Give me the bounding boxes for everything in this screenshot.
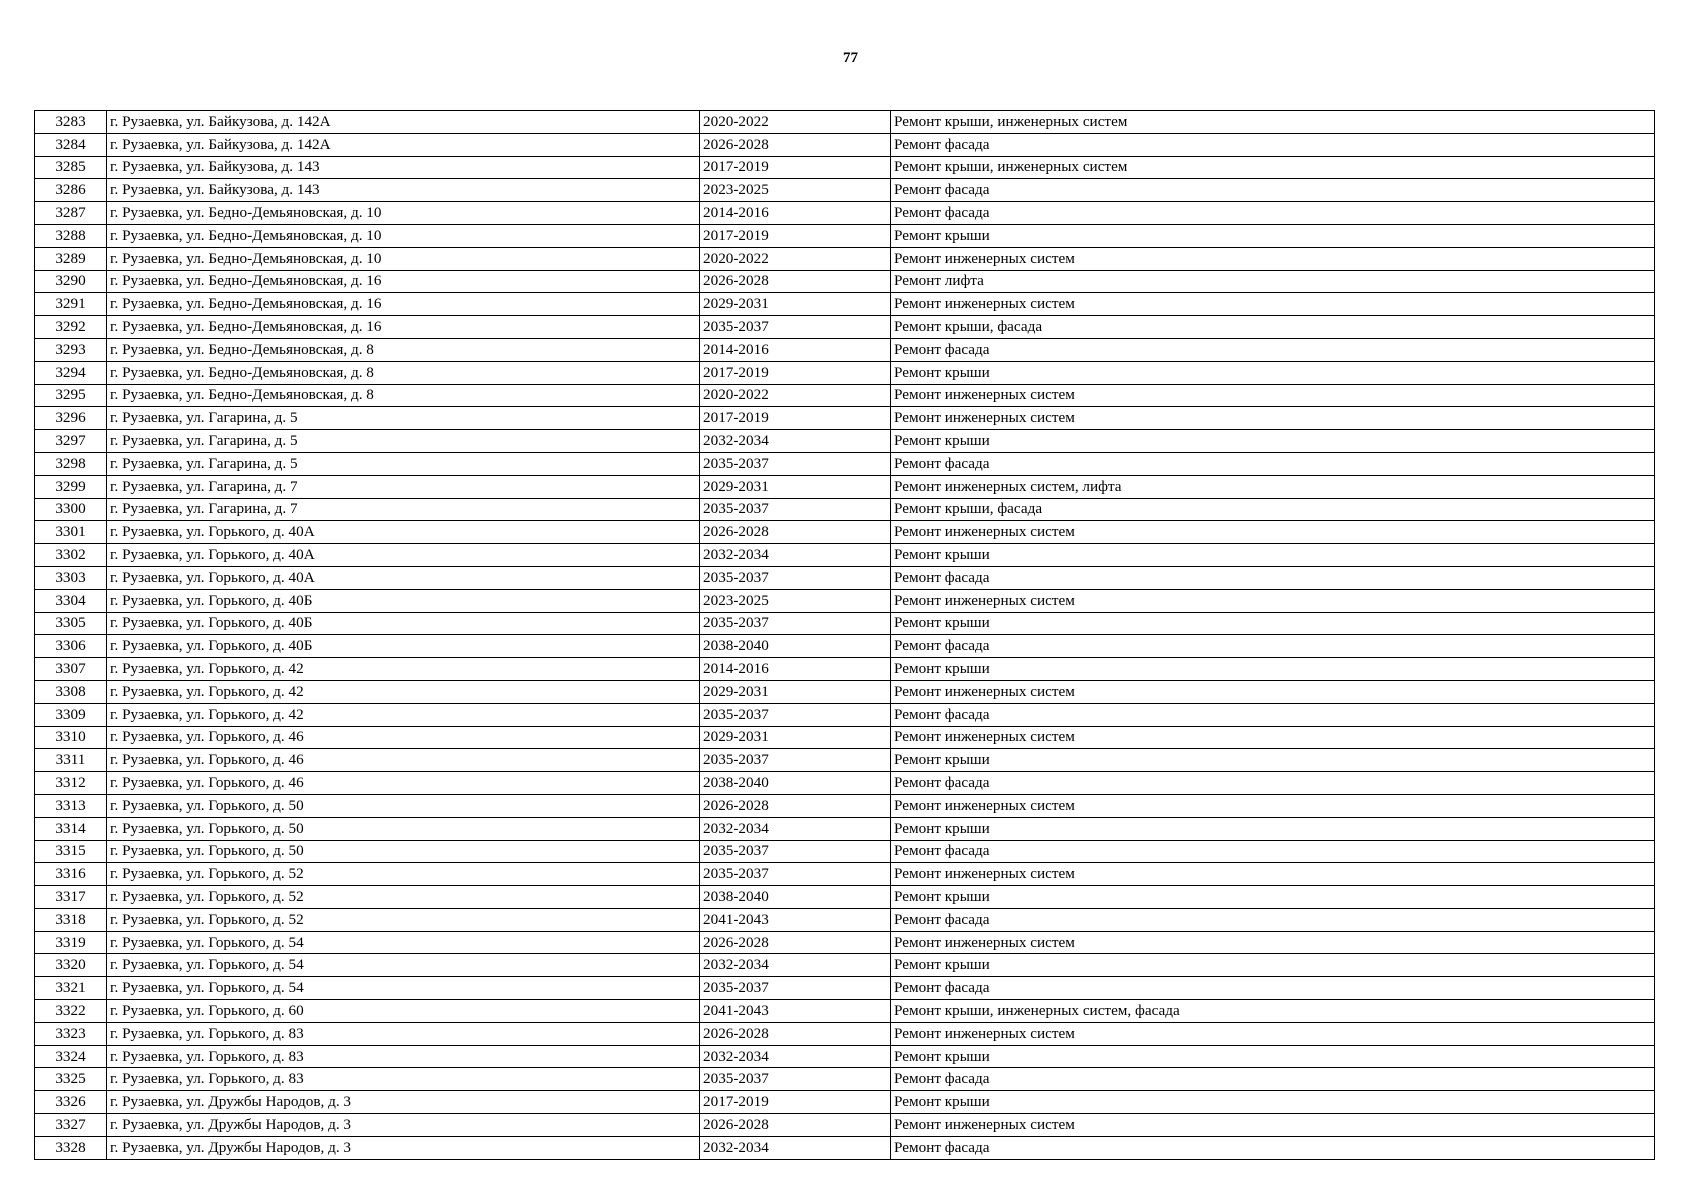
address-cell: г. Рузаевка, ул. Горького, д. 50 [107,794,700,817]
address-cell: г. Рузаевка, ул. Бедно-Демьяновская, д. 10 [107,202,700,225]
table-row [35,452,1655,475]
row-number-cell: 3286 [35,179,107,202]
work-type-cell: Ремонт инженерных систем [891,931,1655,954]
row-number-cell: 3324 [35,1045,107,1068]
work-type-cell: Ремонт крыши, фасада [891,498,1655,521]
address-cell: г. Рузаевка, ул. Горького, д. 46 [107,749,700,772]
table-row [35,156,1655,179]
work-type-cell: Ремонт фасада [891,179,1655,202]
table-row [35,1022,1655,1045]
work-type-cell: Ремонт крыши [891,1045,1655,1068]
table-row [35,1068,1655,1091]
work-type-cell: Ремонт фасада [891,772,1655,795]
period-cell: 2041-2043 [700,908,891,931]
work-type-cell: Ремонт крыши, инженерных систем [891,111,1655,134]
address-cell: г. Рузаевка, ул. Гагарина, д. 7 [107,475,700,498]
address-cell: г. Рузаевка, ул. Горького, д. 42 [107,703,700,726]
table-row [35,886,1655,909]
table-row [35,407,1655,430]
address-cell: г. Рузаевка, ул. Бедно-Демьяновская, д. 16 [107,270,700,293]
row-number-cell: 3285 [35,156,107,179]
work-type-cell: Ремонт инженерных систем, лифта [891,475,1655,498]
row-number-cell: 3283 [35,111,107,134]
work-type-cell: Ремонт крыши [891,886,1655,909]
address-cell: г. Рузаевка, ул. Гагарина, д. 5 [107,407,700,430]
period-cell: 2035-2037 [700,612,891,635]
address-cell: г. Рузаевка, ул. Горького, д. 40А [107,544,700,567]
address-cell: г. Рузаевка, ул. Бедно-Демьяновская, д. 16 [107,316,700,339]
table-row [35,361,1655,384]
row-number-cell: 3328 [35,1136,107,1159]
period-cell: 2038-2040 [700,635,891,658]
work-type-cell: Ремонт фасада [891,133,1655,156]
row-number-cell: 3287 [35,202,107,225]
period-cell: 2029-2031 [700,475,891,498]
row-number-cell: 3312 [35,772,107,795]
period-cell: 2035-2037 [700,863,891,886]
row-number-cell: 3293 [35,338,107,361]
table-row [35,202,1655,225]
row-number-cell: 3290 [35,270,107,293]
table-row [35,680,1655,703]
row-number-cell: 3294 [35,361,107,384]
period-cell: 2026-2028 [700,270,891,293]
period-cell: 2023-2025 [700,179,891,202]
work-type-cell: Ремонт крыши [891,1091,1655,1114]
row-number-cell: 3323 [35,1022,107,1045]
period-cell: 2026-2028 [700,1022,891,1045]
table-row [35,316,1655,339]
address-cell: г. Рузаевка, ул. Байкузова, д. 143 [107,179,700,202]
table-row [35,612,1655,635]
row-number-cell: 3304 [35,589,107,612]
period-cell: 2032-2034 [700,544,891,567]
row-number-cell: 3325 [35,1068,107,1091]
table-row [35,521,1655,544]
period-cell: 2026-2028 [700,133,891,156]
work-type-cell: Ремонт фасада [891,338,1655,361]
period-cell: 2032-2034 [700,1136,891,1159]
work-type-cell: Ремонт фасада [891,703,1655,726]
address-cell: г. Рузаевка, ул. Бедно-Демьяновская, д. 16 [107,293,700,316]
work-type-cell: Ремонт инженерных систем [891,521,1655,544]
address-cell: г. Рузаевка, ул. Бедно-Демьяновская, д. 8 [107,338,700,361]
row-number-cell: 3303 [35,566,107,589]
address-cell: г. Рузаевка, ул. Горького, д. 40Б [107,635,700,658]
address-cell: г. Рузаевка, ул. Бедно-Демьяновская, д. 8 [107,384,700,407]
address-cell: г. Рузаевка, ул. Горького, д. 40Б [107,589,700,612]
address-cell: г. Рузаевка, ул. Горького, д. 83 [107,1045,700,1068]
address-cell: г. Рузаевка, ул. Горького, д. 40Б [107,612,700,635]
row-number-cell: 3316 [35,863,107,886]
work-type-cell: Ремонт крыши [891,658,1655,681]
period-cell: 2035-2037 [700,977,891,1000]
period-cell: 2041-2043 [700,1000,891,1023]
work-type-cell: Ремонт фасада [891,1068,1655,1091]
period-cell: 2020-2022 [700,247,891,270]
work-type-cell: Ремонт инженерных систем [891,1022,1655,1045]
row-number-cell: 3284 [35,133,107,156]
address-cell: г. Рузаевка, ул. Горького, д. 46 [107,772,700,795]
address-cell: г. Рузаевка, ул. Гагарина, д. 5 [107,452,700,475]
period-cell: 2035-2037 [700,703,891,726]
row-number-cell: 3298 [35,452,107,475]
period-cell: 2035-2037 [700,498,891,521]
address-cell: г. Рузаевка, ул. Гагарина, д. 5 [107,430,700,453]
work-type-cell: Ремонт крыши [891,544,1655,567]
period-cell: 2026-2028 [700,1114,891,1137]
row-number-cell: 3305 [35,612,107,635]
work-type-cell: Ремонт фасада [891,1136,1655,1159]
table-row [35,1045,1655,1068]
work-type-cell: Ремонт инженерных систем [891,680,1655,703]
table-row [35,840,1655,863]
period-cell: 2020-2022 [700,111,891,134]
address-cell: г. Рузаевка, ул. Горького, д. 83 [107,1068,700,1091]
address-cell: г. Рузаевка, ул. Байкузова, д. 143 [107,156,700,179]
period-cell: 2029-2031 [700,680,891,703]
address-cell: г. Рузаевка, ул. Горького, д. 52 [107,886,700,909]
row-number-cell: 3300 [35,498,107,521]
table-row [35,749,1655,772]
page-number: 77 [843,50,858,66]
table-row [35,794,1655,817]
period-cell: 2017-2019 [700,361,891,384]
address-cell: г. Рузаевка, ул. Горького, д. 83 [107,1022,700,1045]
row-number-cell: 3309 [35,703,107,726]
address-cell: г. Рузаевка, ул. Горького, д. 42 [107,658,700,681]
table-row [35,977,1655,1000]
work-type-cell: Ремонт крыши, инженерных систем [891,156,1655,179]
row-number-cell: 3289 [35,247,107,270]
table-row [35,817,1655,840]
table-row [35,270,1655,293]
address-cell: г. Рузаевка, ул. Байкузова, д. 142А [107,133,700,156]
row-number-cell: 3291 [35,293,107,316]
work-type-cell: Ремонт крыши, фасада [891,316,1655,339]
row-number-cell: 3321 [35,977,107,1000]
table-row [35,133,1655,156]
work-type-cell: Ремонт инженерных систем [891,794,1655,817]
work-type-cell: Ремонт крыши [891,224,1655,247]
period-cell: 2017-2019 [700,156,891,179]
period-cell: 2035-2037 [700,749,891,772]
work-type-cell: Ремонт инженерных систем [891,1114,1655,1137]
period-cell: 2035-2037 [700,316,891,339]
period-cell: 2017-2019 [700,407,891,430]
address-cell: г. Рузаевка, ул. Горького, д. 50 [107,840,700,863]
table-row [35,338,1655,361]
row-number-cell: 3311 [35,749,107,772]
work-type-cell: Ремонт фасада [891,202,1655,225]
work-type-cell: Ремонт крыши [891,612,1655,635]
work-type-cell: Ремонт инженерных систем [891,589,1655,612]
row-number-cell: 3315 [35,840,107,863]
row-number-cell: 3299 [35,475,107,498]
table-row [35,635,1655,658]
row-number-cell: 3302 [35,544,107,567]
row-number-cell: 3326 [35,1091,107,1114]
table-row [35,498,1655,521]
row-number-cell: 3292 [35,316,107,339]
table-body [35,111,1655,1160]
table-row [35,430,1655,453]
table-row [35,1091,1655,1114]
address-cell: г. Рузаевка, ул. Дружбы Народов, д. 3 [107,1114,700,1137]
repair-schedule-table [34,110,1655,1160]
work-type-cell: Ремонт крыши [891,954,1655,977]
row-number-cell: 3313 [35,794,107,817]
work-type-cell: Ремонт фасада [891,977,1655,1000]
address-cell: г. Рузаевка, ул. Горького, д. 54 [107,931,700,954]
table-row [35,566,1655,589]
table-row [35,179,1655,202]
row-number-cell: 3310 [35,726,107,749]
table-row [35,111,1655,134]
row-number-cell: 3319 [35,931,107,954]
work-type-cell: Ремонт крыши [891,430,1655,453]
address-cell: г. Рузаевка, ул. Байкузова, д. 142А [107,111,700,134]
period-cell: 2035-2037 [700,840,891,863]
period-cell: 2014-2016 [700,658,891,681]
address-cell: г. Рузаевка, ул. Горького, д. 54 [107,954,700,977]
table-row [35,589,1655,612]
work-type-cell: Ремонт крыши, инженерных систем, фасада [891,1000,1655,1023]
period-cell: 2029-2031 [700,293,891,316]
period-cell: 2026-2028 [700,521,891,544]
row-number-cell: 3322 [35,1000,107,1023]
row-number-cell: 3301 [35,521,107,544]
row-number-cell: 3296 [35,407,107,430]
row-number-cell: 3295 [35,384,107,407]
period-cell: 2035-2037 [700,452,891,475]
address-cell: г. Рузаевка, ул. Горького, д. 40А [107,521,700,544]
period-cell: 2014-2016 [700,338,891,361]
work-type-cell: Ремонт фасада [891,840,1655,863]
work-type-cell: Ремонт инженерных систем [891,247,1655,270]
row-number-cell: 3314 [35,817,107,840]
work-type-cell: Ремонт крыши [891,817,1655,840]
table-row [35,544,1655,567]
address-cell: г. Рузаевка, ул. Горького, д. 46 [107,726,700,749]
address-cell: г. Рузаевка, ул. Горького, д. 52 [107,908,700,931]
period-cell: 2035-2037 [700,566,891,589]
table-row [35,475,1655,498]
address-cell: г. Рузаевка, ул. Горького, д. 42 [107,680,700,703]
table-row [35,863,1655,886]
work-type-cell: Ремонт фасада [891,566,1655,589]
work-type-cell: Ремонт крыши [891,361,1655,384]
period-cell: 2038-2040 [700,886,891,909]
address-cell: г. Рузаевка, ул. Дружбы Народов, д. 3 [107,1091,700,1114]
period-cell: 2029-2031 [700,726,891,749]
period-cell: 2017-2019 [700,1091,891,1114]
address-cell: г. Рузаевка, ул. Бедно-Демьяновская, д. 8 [107,361,700,384]
period-cell: 2032-2034 [700,817,891,840]
work-type-cell: Ремонт фасада [891,452,1655,475]
table-row [35,772,1655,795]
table-row [35,1114,1655,1137]
period-cell: 2026-2028 [700,931,891,954]
address-cell: г. Рузаевка, ул. Горького, д. 50 [107,817,700,840]
table-row [35,224,1655,247]
row-number-cell: 3327 [35,1114,107,1137]
table-row [35,954,1655,977]
row-number-cell: 3288 [35,224,107,247]
period-cell: 2023-2025 [700,589,891,612]
address-cell: г. Рузаевка, ул. Бедно-Демьяновская, д. 10 [107,247,700,270]
work-type-cell: Ремонт инженерных систем [891,863,1655,886]
table-row [35,908,1655,931]
row-number-cell: 3297 [35,430,107,453]
address-cell: г. Рузаевка, ул. Горького, д. 54 [107,977,700,1000]
row-number-cell: 3318 [35,908,107,931]
period-cell: 2017-2019 [700,224,891,247]
address-cell: г. Рузаевка, ул. Горького, д. 40А [107,566,700,589]
row-number-cell: 3307 [35,658,107,681]
row-number-cell: 3306 [35,635,107,658]
table-row [35,703,1655,726]
address-cell: г. Рузаевка, ул. Бедно-Демьяновская, д. 10 [107,224,700,247]
row-number-cell: 3317 [35,886,107,909]
address-cell: г. Рузаевка, ул. Горького, д. 60 [107,1000,700,1023]
table-row [35,1000,1655,1023]
work-type-cell: Ремонт инженерных систем [891,726,1655,749]
period-cell: 2038-2040 [700,772,891,795]
table-row [35,247,1655,270]
period-cell: 2032-2034 [700,954,891,977]
address-cell: г. Рузаевка, ул. Гагарина, д. 7 [107,498,700,521]
table-row [35,293,1655,316]
table-row [35,931,1655,954]
row-number-cell: 3308 [35,680,107,703]
period-cell: 2014-2016 [700,202,891,225]
period-cell: 2032-2034 [700,1045,891,1068]
period-cell: 2020-2022 [700,384,891,407]
work-type-cell: Ремонт инженерных систем [891,407,1655,430]
address-cell: г. Рузаевка, ул. Дружбы Народов, д. 3 [107,1136,700,1159]
work-type-cell: Ремонт фасада [891,908,1655,931]
period-cell: 2035-2037 [700,1068,891,1091]
work-type-cell: Ремонт инженерных систем [891,384,1655,407]
row-number-cell: 3320 [35,954,107,977]
work-type-cell: Ремонт лифта [891,270,1655,293]
period-cell: 2026-2028 [700,794,891,817]
table-row [35,1136,1655,1159]
work-type-cell: Ремонт фасада [891,635,1655,658]
work-type-cell: Ремонт инженерных систем [891,293,1655,316]
table-row [35,726,1655,749]
work-type-cell: Ремонт крыши [891,749,1655,772]
period-cell: 2032-2034 [700,430,891,453]
table-row [35,658,1655,681]
address-cell: г. Рузаевка, ул. Горького, д. 52 [107,863,700,886]
table-row [35,384,1655,407]
